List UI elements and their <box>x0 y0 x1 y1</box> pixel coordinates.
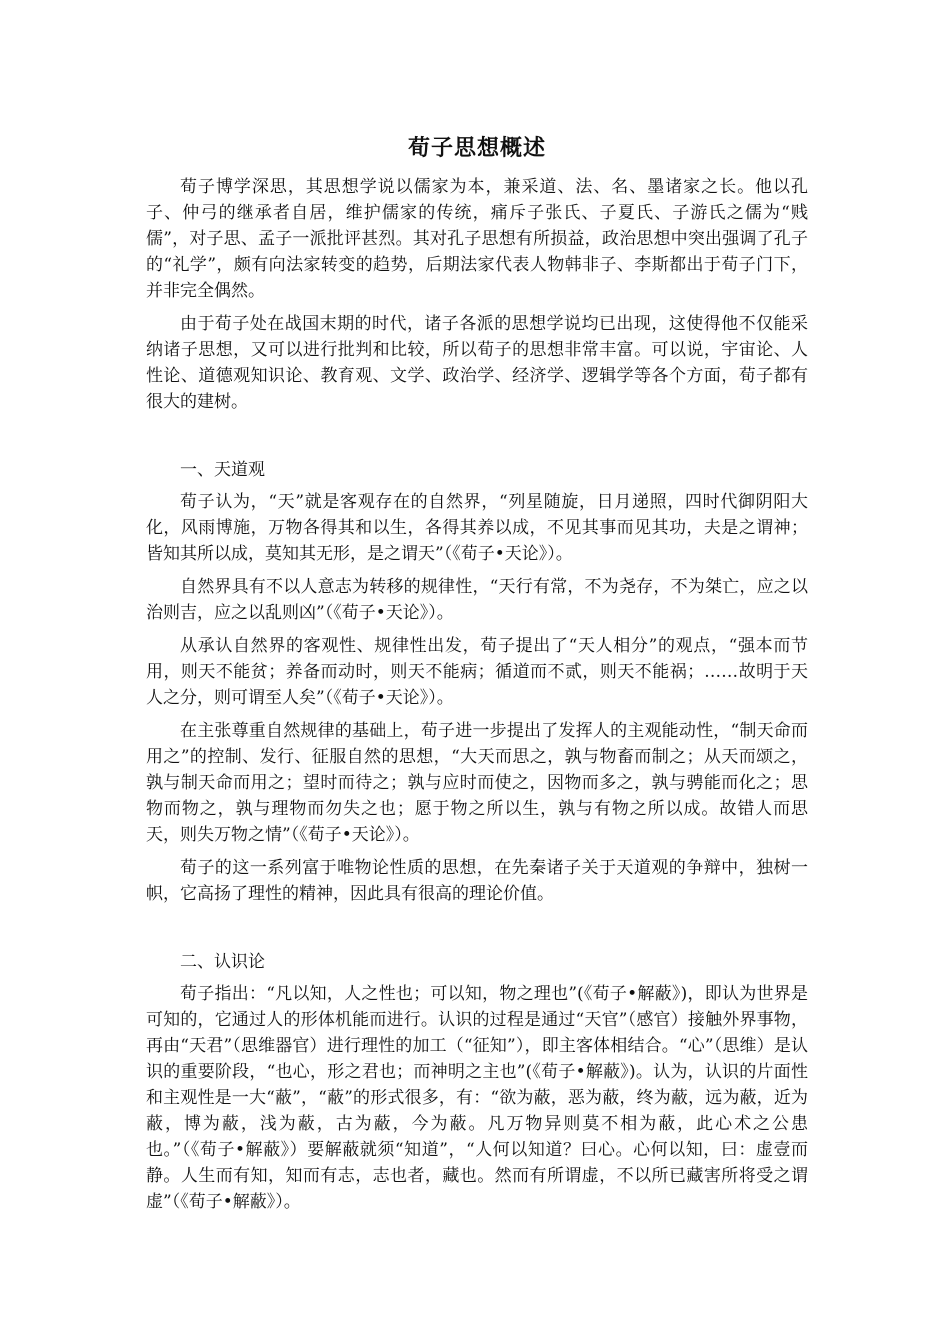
renshi-paragraph-1: 荀子指出：“凡以知，人之性也；可以知，物之理也”(《荀子•解蔽》)，即认为世界是可知的，它通过人的形体机能而进行。认识的过程是通过“天官”（感官）接触外界事物，再由“天君”（思维器官）进行理性的加工（“征知”），即主客体相结合。“心”（思维）是认识的重要阶段，“也心，形之君也；而神明之主也”(《荀子•解蔽》)。认为，认识的片面性和主观性是一大“蔽”，“蔽”的形式很多，有：“欲为蔽，恶为蔽，终为蔽，远为蔽，近为蔽，博为蔽，浅为蔽，古为蔽，今为蔽。凡万物异则莫不相为蔽，此心术之公患也。”（《荀子•解蔽》）要解蔽就须“知道”，“人何以知道？曰心。心何以知，曰：虚壹而静。人生而有知，知而有志，志也者，藏也。然而有所谓虚，不以所已藏害所将受之谓虚”（《荀子•解蔽》）。 <box>146 984 808 1212</box>
tiandao-paragraph-2: 自然界具有不以人意志为转移的规律性，“天行有常，不为尧存，不为桀亡，应之以治则吉，应之以乱则凶”（《荀子•天论》）。 <box>146 577 808 623</box>
document-page <box>146 128 808 1222</box>
section-renshi <box>146 949 808 1215</box>
tiandao-paragraph-5: 荀子的这一系列富于唯物论性质的思想，在先秦诸子关于天道观的争辩中，独树一帜，它高扬了理性的精神，因此具有很高的理论价值。 <box>146 858 808 904</box>
tiandao-paragraph-1: 荀子认为，“天”就是客观存在的自然界，“列星随旋，日月递照，四时代御阴阳大化，风雨博施，万物各得其和以生，各得其养以成，不见其事而见其功，夫是之谓神；皆知其所以成，莫知其无形，是之谓天”（《荀子•天论》）。 <box>146 492 808 564</box>
section-tiandao <box>146 457 808 907</box>
intro-paragraph-2: 由于荀子处在战国末期的时代，诸子各派的思想学说均已出现，这使得他不仅能采纳诸子思想，又可以进行批判和比较，所以荀子的思想非常丰富。可以说，宇宙论、人性论、道德观知识论、教育观、文学、政治学、经济学、逻辑学等各个方面，荀子都有很大的建树。 <box>146 314 808 412</box>
intro-paragraph-1: 荀子博学深思，其思想学说以儒家为本，兼采道、法、名、墨诸家之长。他以孔子、仲弓的继承者自居，维护儒家的传统，痛斥子张氏、子夏氏、子游氏之儒为“贱儒”，对子思、孟子一派批评甚烈。其对孔子思想有所损益，政治思想中突出强调了孔子的“礼学”，颇有向法家转变的趋势，后期法家代表人物韩非子、李斯都出于荀子门下，并非完全偶然。 <box>146 177 808 301</box>
section-heading-tiandao: 一、天道观 <box>180 460 265 480</box>
tiandao-paragraph-4: 在主张尊重自然规律的基础上，荀子进一步提出了发挥人的主观能动性，“制天命而用之”的控制、发行、征服自然的思想，“大天而思之，孰与物畜而制之；从天而颂之，孰与制天命而用之；望时而待之；孰与应时而使之，因物而多之，孰与骋能而化之；思物而物之，孰与理物而勿失之也；愿于物之所以生，孰与有物之所以成。故错人而思天，则失万物之情”（《荀子•天论》）。 <box>146 721 808 845</box>
section-heading-renshi: 二、认识论 <box>180 952 265 972</box>
document-title: 荀子思想概述 <box>407 136 546 161</box>
tiandao-paragraph-3: 从承认自然界的客观性、规律性出发，荀子提出了“天人相分”的观点，“强本而节用，则天不能贫；养备而动时，则天不能病；循道而不贰，则天不能祸；……故明于天人之分，则可谓至人矣”（《荀子•天论》）。 <box>146 636 808 708</box>
